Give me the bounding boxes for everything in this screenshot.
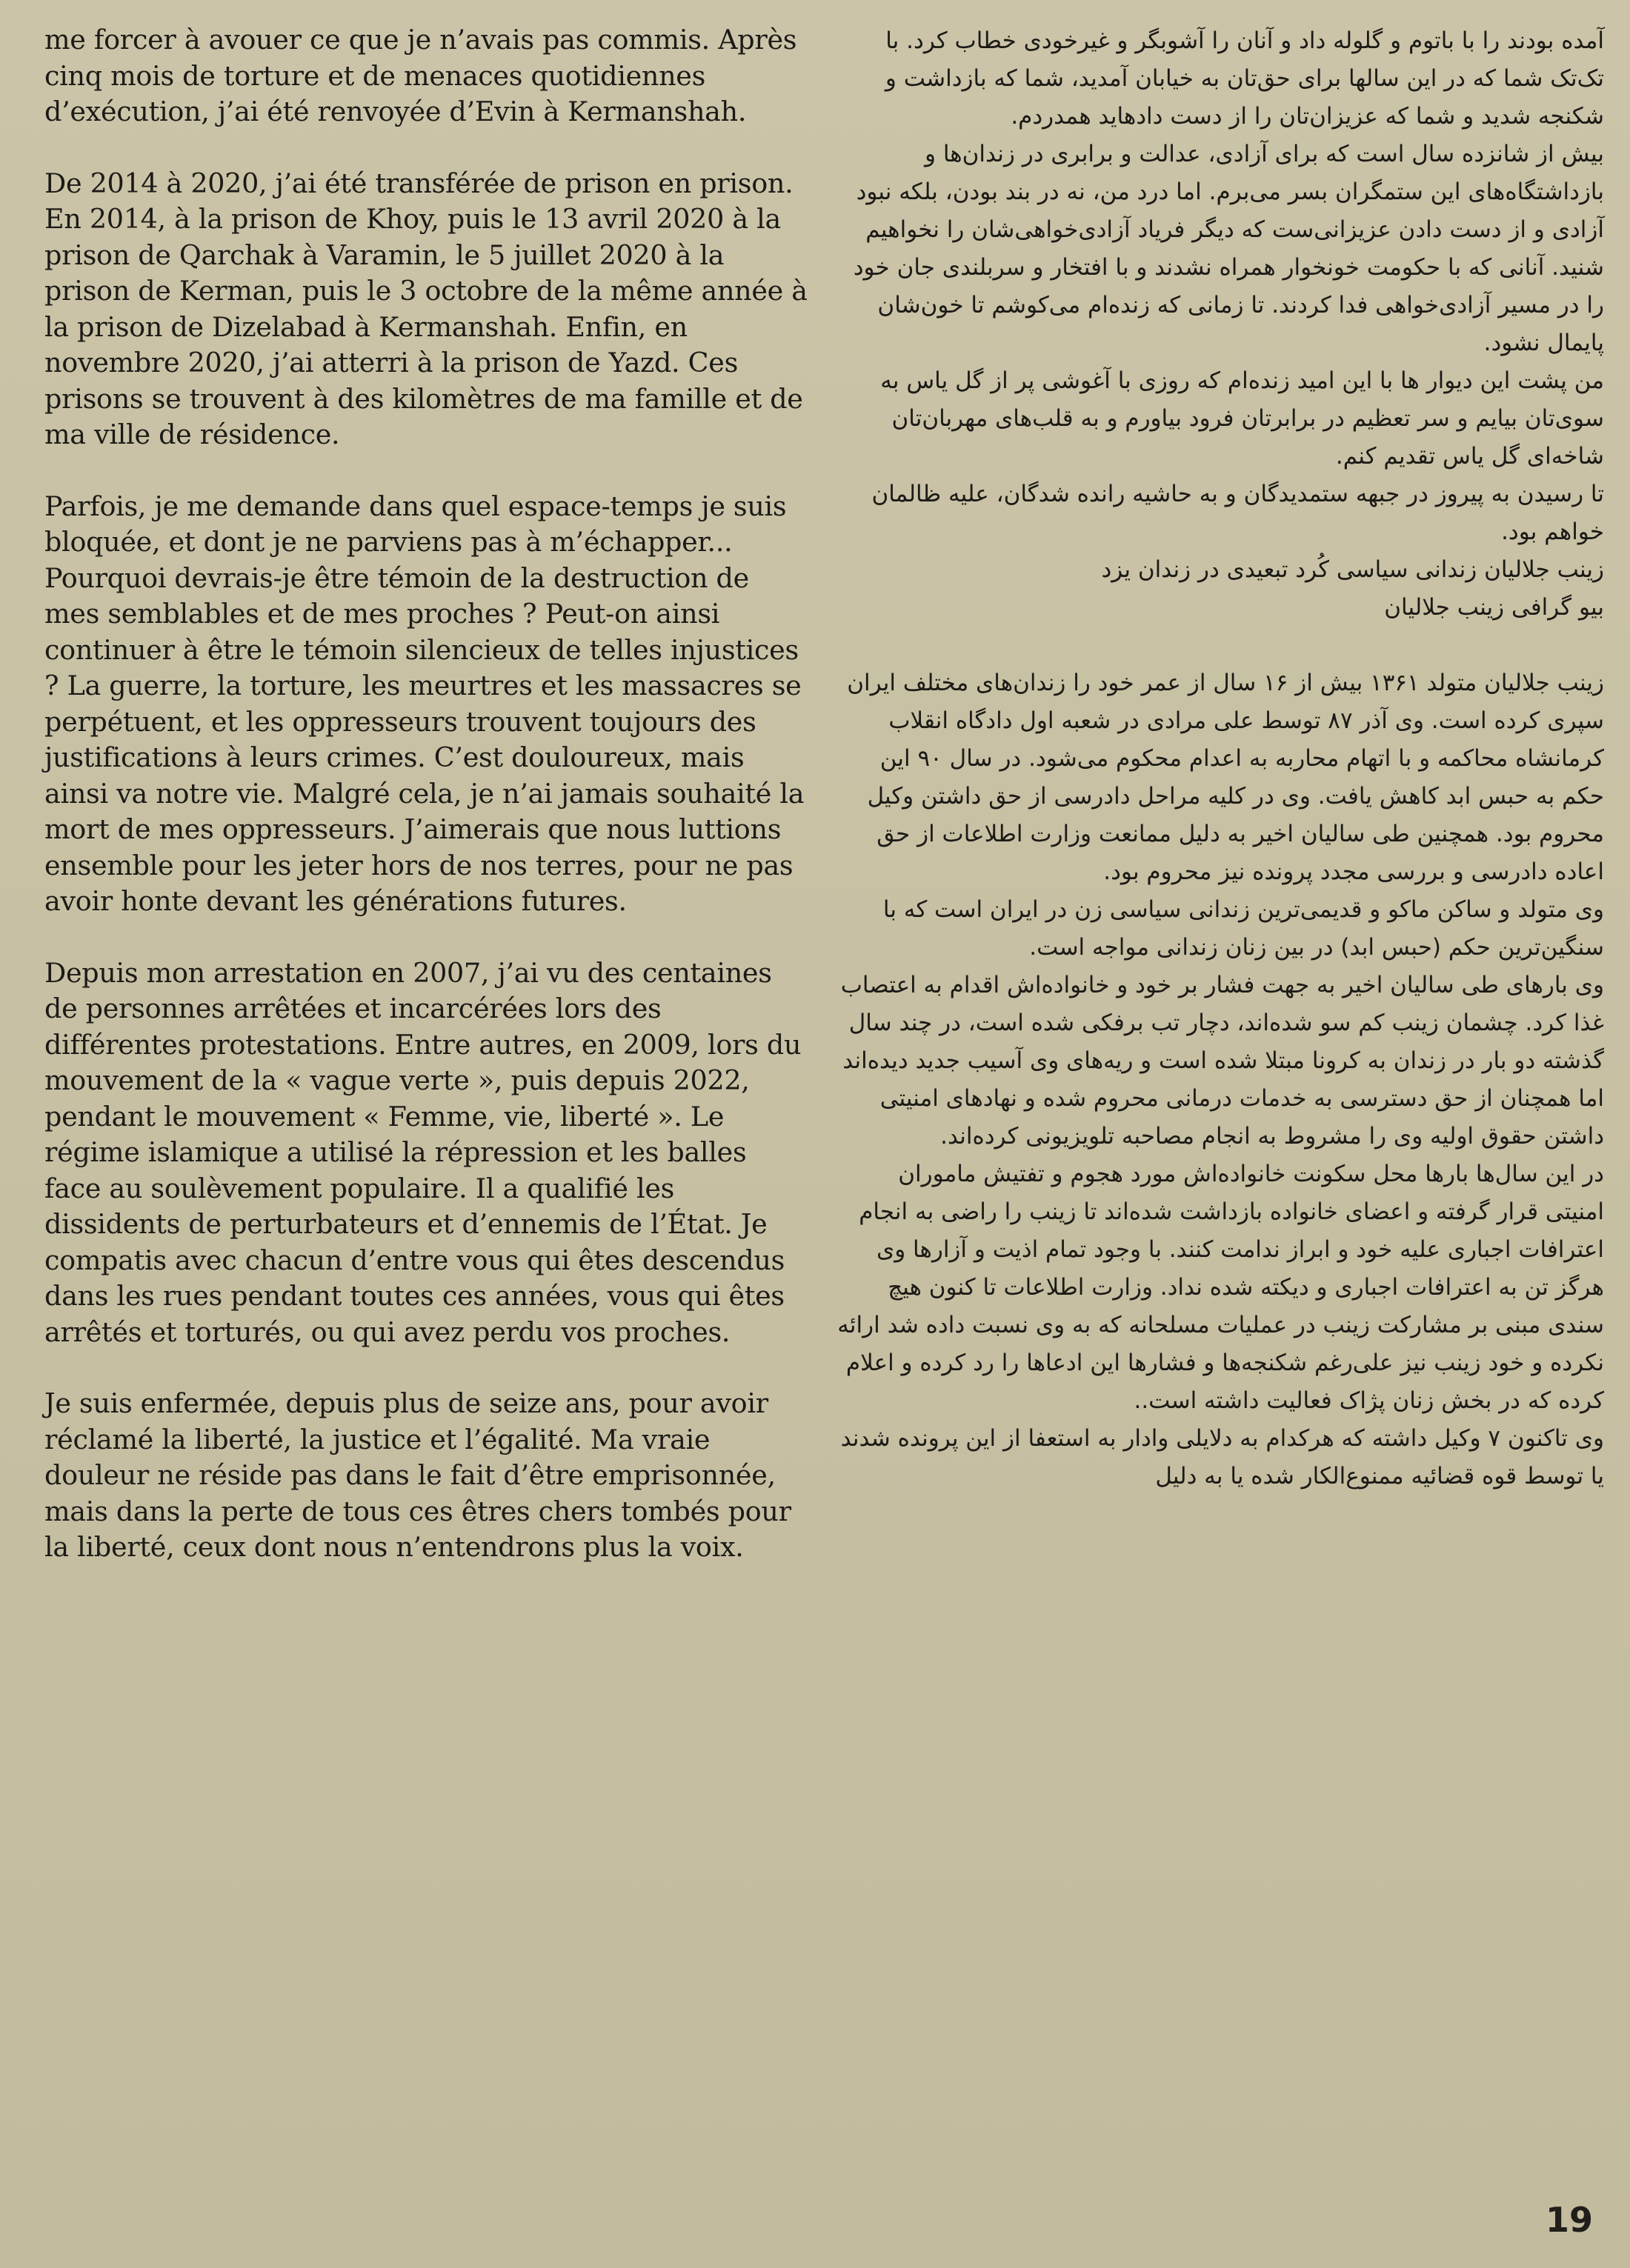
persian-paragraph: وی تاکنون ۷ وکیل داشته که هرکدام به دلایلی وادار به استعفا از این پرونده شدند یا توسط قوه قضائیه ممنوع‌الکار شده یا به دلیل [840,1425,1604,1490]
persian-paragraph: بیش از شانزده سال است که برای آزادی، عدالت و برابری در زندان‌ها و بازداشتگاه‌های این ستمگران بسر می‌برم. اما درد من، نه در بند بودن، بلکه نبود آزادی و از دست دادن عزیزانی‌ست که دیگر فریاد آزادی‌خواهی‌شان را نخواهیم شنید. آنانی که با حکومت خونخوار همراه نشدند و با افتخار و سربلندی جان خود را در مسیر آزادی‌خواهی فدا کردند. تا زمانی که زنده‌ام می‌کوشم تا خون‌شان پایمال نشود. [853,141,1604,356]
persian-bio-heading: بیو گرافی زینب جلالیان [1384,594,1604,621]
persian-paragraph: زینب جلالیان متولد ۱۳۶۱ بیش از ۱۶ سال از عمر خود را زندان‌های مختلف ایران سپری کرده است. وی آذر ۸۷ توسط علی مرادی در شعبه اول دادگاه انقلاب کرمانشاه محاکمه و با اتهام محاربه به اعدام محکوم می‌شود. در سال ۹۰ این حکم به حبس ابد کاهش یافت. وی در کلیه مراحل دادرسی از حق داشتن وکیل محروم بود. همچنین طی سالیان اخیر به دلیل ممانعت وزارت اطلاعات از حق اعاده دادرسی و بررسی مجدد پرونده نیز محروم بود. [847,670,1604,885]
french-paragraph: Je suis enfermée, depuis plus de seize ans, pour avoir réclamé la liberté, la justice et l’égalité. Ma vraie douleur ne réside pas dans le fait d’être emprisonnée, mais dans la perte de tous ces êtres chers tombés pour la liberté, ceux dont nous n’entendrons plus la voix. [44,1387,791,1563]
persian-paragraph: تا رسیدن به پیروز در جبهه ستمدیدگان و به حاشیه رانده شدگان، علیه ظالمان خواهم بود. [871,481,1604,545]
french-paragraph: me forcer à avouer ce que je n’avais pas commis. Après cinq mois de torture et de menaces quotidiennes d’exécution, j’ai été renvoyée d’Evin à Kermanshah. [44,24,797,127]
persian-column [834,22,1604,1495]
persian-paragraph: من پشت این دیوار ها با این امید زنده‌ام که روزی با آغوشی پر از گل یاس به سوی‌تان بیایم و سر تعظیم در برابرتان فرود بیاورم و به قلب‌های مهربان‌تان شاخه‌ای گل یاس تقدیم کنم. [880,367,1604,470]
persian-paragraph: آمده بودند را با باتوم و گلوله داد و آنان را آشوبگر و غیرخودی خطاب کرد. با تک‌تک شما که در این سالها برای حق‌تان به خیابان آمدید، شما که بازداشت و شکنجه شدید و شما که عزیزان‌تان را از دست دادهاید همدردم. [885,27,1604,130]
french-paragraph: De 2014 à 2020, j’ai été transférée de prison en prison. En 2014, à la prison de Khoy, puis le 13 avril 2020 à la prison de Qarchak à Varamin, le 5 juillet 2020 à la prison de Kerman, puis le 3 octobre de la même année à la prison de Dizelabad à Kermanshah. Enfin, en novembre 2020, j’ai atterri à la prison de Yazd. Ces prisons se trouvent à des kilomètres de ma famille et de ma ville de résidence. [44,167,808,450]
french-paragraph: Parfois, je me demande dans quel espace-temps je suis bloquée, et dont je ne parviens pas à m’échapper... Pourquoi devrais-je être témoin de la destruction de mes semblables et de mes proches ? Peut-on ainsi continuer à être le témoin silencieux de telles injustices ? La guerre, la torture, les meurtres et les massacres se perpétuent, et les oppresseurs trouvent toujours des justifications à leurs crimes. C’est douloureux, mais ainsi va notre vie. Malgré cela, je n’ai jamais souhaité la mort de mes oppresseurs. J’aimerais que nous luttions ensemble pour les jeter hors de nos terres, pour ne pas avoir honte devant les générations futures. [44,490,805,917]
page-number: 19 [1545,2200,1593,2240]
persian-signature: زینب جلالیان زندانی سیاسی کُرد تبعیدی در زندان یزد [1101,556,1604,583]
persian-paragraph: وی بارهای طی سالیان اخیر به جهت فشار بر خود و خانواده‌اش اقدام به اعتصاب غذا کرد. چشمان زینب کم سو شده‌اند، دچار تب برفکی شده است، در چند سال گذشته دو بار در زندان به کرونا مبتلا شده است و ریه‌های وی آسیب جدید دیده‌اند اما همچنان از حق دسترسی به خدمات درمانی محروم شده و نهادهای امنیتی داشتن حقوق اولیه وی را مشروط به انجام مصاحبه تلویزیونی کرده‌اند. [840,972,1604,1150]
french-paragraph: Depuis mon arrestation en 2007, j’ai vu des centaines de personnes arrêtées et incarcérées lors des différentes protestations. Entre autres, en 2009, lors du mouvement de la « vague verte », puis depuis 2022, pendant le mouvement « Femme, vie, liberté ». Le régime islamique a utilisé la répression et les balles face au soulèvement populaire. Il a qualifié les dissidents de perturbateurs et d’ennemis de l’État. Je compatis avec chacun d’entre vous qui êtes descendus dans les rues pendant toutes ces années, vous qui êtes arrêtés et torturés, ou qui avez perdu vos proches. [44,956,802,1348]
french-column [44,22,808,1601]
persian-paragraph: وی متولد و ساکن ماکو و قدیمی‌ترین زندانی سیاسی زن در ایران است که با سنگین‌ترین حکم (حبس ابد) در بین زنان زندانی مواجه است. [882,896,1604,961]
persian-paragraph: در این سال‌ها بارها محل سکونت خانواده‌اش مورد هجوم و تفتیش ماموران امنیتی قرار گرفته و اعضای خانواده بازداشت شده‌اند تا زینب را راضی به انجام اعترافات اجباری علیه خود و ابراز ندامت کنند. با وجود تمام اذیت و آزارها وی هرگز تن به اعترافات اجباری و دیکته شده نداد. وزارت اطلاعات تا کنون هیچ سندی مبنی بر مشارکت زینب در عملیات مسلحانه که به وی نسبت داده شد ارائه نکرده و خود زینب نیز علی‌رغم شکنجه‌ها و فشارها این ادعاها را رد کرده و اعلام کرده که در بخش زنان پژاک فعالیت داشته است.. [837,1161,1604,1414]
paragraph-gap [834,627,1604,664]
